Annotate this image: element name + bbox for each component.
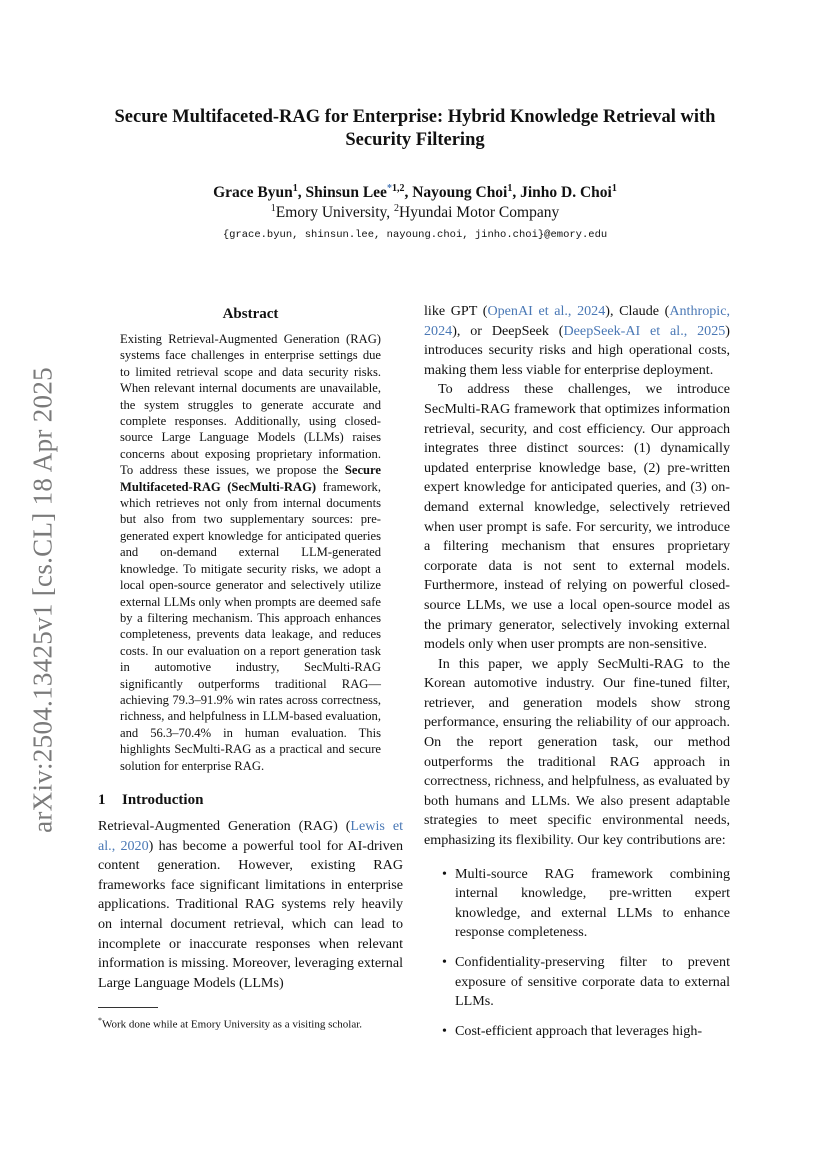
list-item: • Confidentiality-preserving filter to prevent exposure of sensitive corporate data to external LLMs. bbox=[442, 954, 730, 1010]
citation-link[interactable]: Lewis et al., 2020 bbox=[98, 817, 403, 854]
section-heading-introduction: 1 Introduction bbox=[98, 791, 204, 808]
author: Shinsun Lee$^{*1,2}$, bbox=[305, 182, 413, 201]
author: Nayoung Choi$^1$, bbox=[412, 182, 521, 201]
author: Jinho D. Choi$^1$ bbox=[520, 182, 617, 201]
intro-paragraph-1-continued: like GPT (OpenAI et al., 2024), Claude (Anthropic, 2024), or DeepSeek (DeepSeek-AI et al., 2025) introduces security risks and high operational costs, making them less viable for enterprise deployment. bbox=[424, 303, 730, 378]
arxiv-sidebar bbox=[18, 300, 68, 900]
affiliations: $^1$Emory University, $^2$Hyundai Motor Company bbox=[270, 202, 560, 221]
list-item: • Multi-source RAG framework combining internal knowledge, pre-written expert knowledge, and external LLMs to enhance response completeness. bbox=[442, 865, 730, 941]
bullet-icon: • bbox=[442, 1022, 447, 1039]
footnote-link[interactable]: * bbox=[386, 182, 392, 194]
abstract-text: Existing Retrieval-Augmented Generation (RAG) systems face challenges in enterprise settings due to limited retrieval scope and data security risks. When relevant internal documents are unavailable, the system struggles to generate accurate and complete responses. Additionally, using closed-source Large Language Models (LLMs) raises concerns about exposing proprietary information. To address these issues, we propose the Secure Multifaceted-RAG (SecMulti-RAG) framework, which retrieves not only from internal documents but also from two supplementary sources: pre-generated expert knowledge for anticipated queries and on-demand external LLM-generated knowledge. To mitigate security risks, we adopt a local open-source generator and selectively utilize external LLMs only when prompts are deemed safe by a filtering mechanism. This approach enhances completeness, prevents data leakage, and reduces costs. In our evaluation on a report generation task in automotive industry, SecMulti-RAG significantly outperforms traditional RAG—achieving 79.3–91.9% win rates across correctness, richness, and helpfulness in LLM-based evaluation, and 56.3–70.4% in human evaluation. This highlights SecMulti-RAG as a practical and secure solution for enterprise RAG. bbox=[120, 332, 381, 773]
abstract-heading: Abstract bbox=[222, 306, 279, 322]
footnote-divider bbox=[98, 1007, 158, 1008]
paper-title: Secure Multifaceted-RAG for Enterprise: Hybrid Knowledge Retrieval with Security Filtering bbox=[114, 107, 716, 150]
list-item: • Cost-efficient approach that leverages high- bbox=[424, 1022, 730, 1042]
left-column bbox=[98, 302, 403, 1032]
arxiv-identifier: arXiv:2504.13425v1 [cs.CL] 18 Apr 2025 bbox=[27, 367, 58, 833]
citation-link[interactable]: Anthropic, 2024 bbox=[424, 303, 730, 339]
bullet-icon: • bbox=[442, 865, 447, 882]
intro-paragraph-1: Retrieval-Augmented Generation (RAG) (Lewis et al., 2020) has become a powerful tool for AI-driven content generation. However, existing RAG frameworks face significant limitations in enterprise applications. Traditional RAG systems rely heavily on internal document retrieval, which can lead to incomplete or inaccurate responses when relevant information is missing. Moreover, leveraging external Large Language Models (LLMs) bbox=[98, 817, 403, 991]
author-list bbox=[100, 184, 730, 202]
citation-link[interactable]: OpenAI et al., 2024 bbox=[487, 303, 606, 319]
intro-paragraph-3: In this paper, we apply SecMulti-RAG to the Korean automotive industry. Our fine-tuned filter, retriever, and generation models show strong performance, ensuring the reliability of our approach. On the report generation task, our method outperforms the traditional RAG approach in correctness, richness, and helpfulness, as evaluated by both humans and LLMs. We also present adaptable strategies to meet specific environmental needs, emphasizing its flexibility. Our key contributions are: bbox=[424, 655, 730, 849]
intro-paragraph-2: To address these challenges, we introduce SecMulti-RAG framework that optimizes information retrieval, security, and cost efficiency. Our approach integrates three distinct sources: (1) dynamically updated enterprise knowledge base, (2) pre-written expert knowledge for anticipated queries, and (3) on-demand external knowledge, selectively retrieved when user prompt is safe. For sercurity, we introduce a filtering mechanism that ensures proprietary corporate data is not sent to external models. Furthermore, instead of relying on powerful closed-source LLMs, we use a local open-source model as the primary generator, selectively invoking external models only when user prompts are non-sensitive. bbox=[424, 381, 730, 653]
author: Grace Byun$^1$, bbox=[213, 182, 306, 201]
citation-link[interactable]: DeepSeek-AI et al., 2025 bbox=[563, 322, 726, 339]
contributions-list bbox=[424, 865, 730, 1042]
author-emails: {grace.byun, shinsun.lee, nayoung.choi, jinho.choi}@emory.edu bbox=[222, 229, 608, 241]
footnote: *Work done while at Emory University as a visiting scholar. bbox=[98, 1016, 363, 1031]
right-column bbox=[424, 302, 730, 1051]
bullet-icon: • bbox=[442, 954, 447, 970]
